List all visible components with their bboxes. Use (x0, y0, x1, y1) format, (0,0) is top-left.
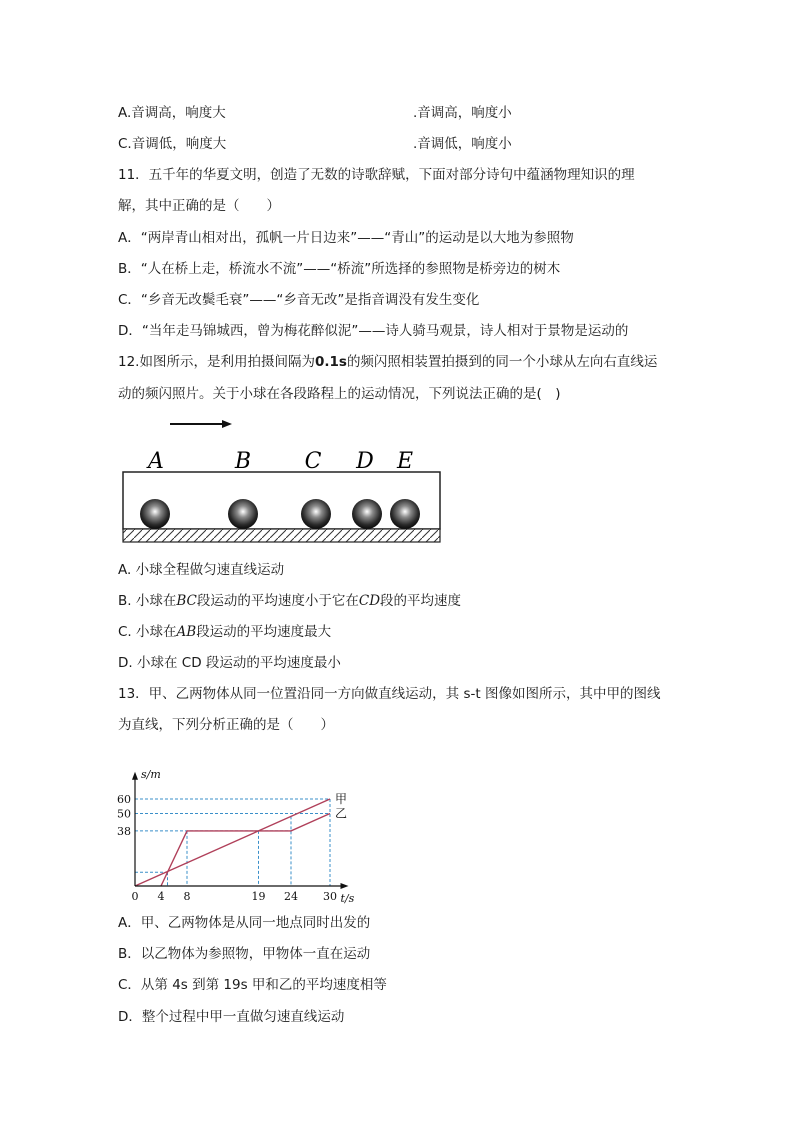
q12-option-b (118, 591, 461, 611)
q12-option-c (118, 622, 331, 642)
q12-option-c-var: AB (176, 624, 197, 640)
q11-option-a: A．“两岸青山相对出，孤帆一片日边来”——“青山”的运动是以大地为参照物 (118, 230, 574, 246)
ball-c (301, 499, 331, 529)
q11-option-c: C．“乡音无改鬓毛衰”——“乡音无改”是指音调没有发生变化 (118, 292, 480, 308)
ground-hatch (123, 529, 440, 542)
x-tick-label-1: 4 (157, 890, 165, 903)
q12-option-b-p1: B. 小球在 (118, 593, 177, 609)
x-tick-label-0: 0 (131, 890, 139, 903)
q12-option-b-var2: CD (358, 593, 381, 609)
q12-stem-interval: 0.1s (314, 354, 347, 370)
tick-labels (117, 768, 355, 905)
q13-stem-line2: 为直线，下列分析正确的是（ ） (118, 717, 334, 733)
direction-arrow (170, 420, 232, 428)
series-label-0: 甲 (335, 792, 348, 806)
label-a: A (148, 449, 164, 474)
y-axis-label: s/m (141, 767, 161, 781)
y-tick-label-1: 50 (117, 807, 131, 821)
q10-option-c: C.音调低，响度大 (118, 136, 227, 152)
q12-option-b-p2: 段运动的平均速度小于它在 (196, 593, 359, 609)
series-line-0 (135, 799, 330, 886)
label-d: D (356, 449, 374, 474)
q13-option-c: C．从第 4s 到第 19s 甲和乙的平均速度相等 (118, 977, 387, 993)
q12-option-b-var1: BC (176, 593, 197, 609)
q12-stem-post: 的频闪照相装置拍摄到的同一个小球从左向右直线运 (346, 354, 658, 370)
series-lines (135, 792, 347, 886)
q12-stem-pre: 12.如图所示，是利用拍摄间隔为 (118, 354, 315, 370)
x-tick-label-5: 30 (323, 890, 337, 903)
q10-option-a: A.音调高，响度大 (118, 105, 226, 121)
q11-stem-line1: 11．五千年的华夏文明，创造了无数的诗歌辞赋，下面对部分诗句中蕴涵物理知识的理 (118, 167, 635, 183)
q11-option-b: B．“人在桥上走，桥流水不流”——“桥流”所选择的参照物是桥旁边的树木 (118, 261, 561, 277)
x-axis-arrow (341, 883, 349, 889)
series-label-1: 乙 (335, 806, 348, 821)
q13-option-a: A．甲、乙两物体是从同一地点同时出发的 (118, 915, 371, 931)
strobe-photo-figure (118, 410, 448, 550)
ball-a (140, 499, 170, 529)
q13-stem-line1: 13．甲、乙两物体从同一位置沿同一方向做直线运动，其 s-t 图像如图所示，其中甲的图线 (118, 686, 661, 702)
q12-option-b-p3: 段的平均速度 (380, 593, 462, 609)
q12-option-d: D. 小球在 CD 段运动的平均速度最小 (118, 655, 341, 671)
x-tick-label-2: 8 (183, 890, 191, 903)
ball-e (390, 499, 420, 529)
q13-option-b: B．以乙物体为参照物，甲物体一直在运动 (118, 946, 371, 962)
q12-stem-line1 (118, 352, 657, 372)
y-tick-label-0: 38 (117, 824, 131, 838)
ball-d (352, 499, 382, 529)
ball-b (228, 499, 258, 529)
q10-option-d: .音调低，响度小 (413, 136, 512, 152)
q12-option-a: A. 小球全程做匀速直线运动 (118, 562, 285, 578)
label-c: C (304, 449, 322, 474)
x-tick-label-3: 19 (251, 890, 266, 903)
q12-option-c-p1: C. 小球在 (118, 624, 177, 640)
label-e: E (396, 449, 414, 474)
q10-option-b: .音调高，响度小 (413, 105, 512, 121)
q12-option-c-p2: 段运动的平均速度最大 (196, 624, 332, 640)
q11-stem-line2: 解，其中正确的是（ ） (118, 198, 280, 214)
x-axis-label: t/s (340, 892, 355, 905)
y-axis-arrow (132, 772, 138, 780)
x-tick-label-4: 24 (284, 890, 298, 903)
series-line-1 (161, 814, 330, 887)
label-b: B (234, 449, 252, 474)
st-graph (110, 740, 370, 910)
q11-option-d: D．“当年走马锦城西，曾为梅花醉似泥”——诗人骑马观景，诗人相对于景物是运动的 (118, 323, 629, 339)
q12-stem-line2: 动的频闪照片。关于小球在各段路程上的运动情况，下列说法正确的是( ) (118, 386, 561, 402)
y-tick-label-2: 60 (117, 793, 131, 806)
q13-option-d: D．整个过程中甲一直做匀速直线运动 (118, 1009, 345, 1025)
